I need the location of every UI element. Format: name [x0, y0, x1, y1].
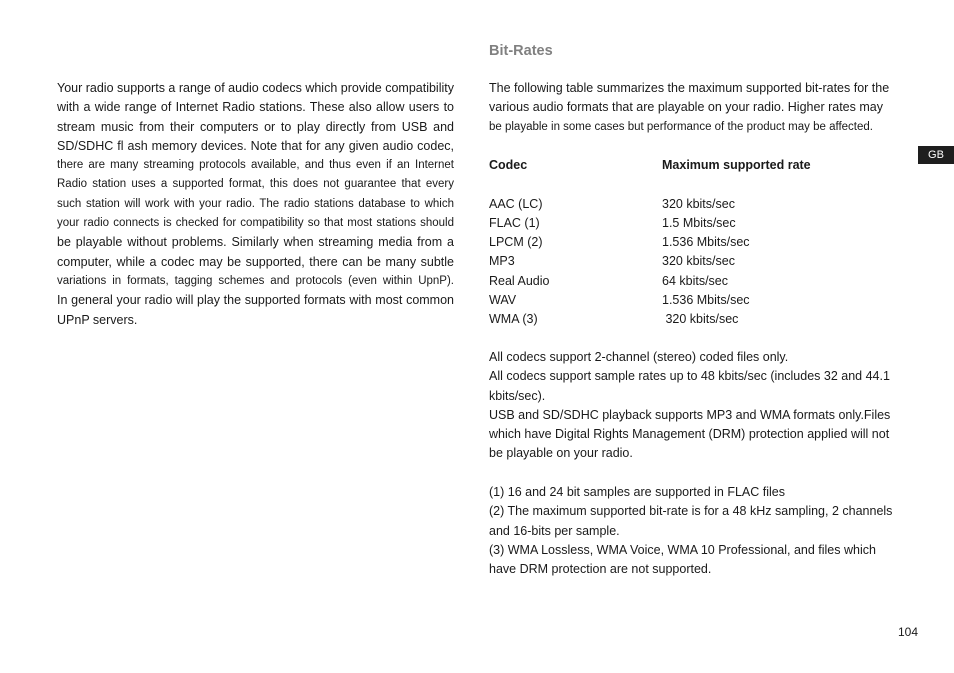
codec-cell: LPCM (2) — [489, 235, 543, 250]
codec-intro-paragraph — [57, 79, 454, 330]
footnote-line: (2) The maximum supported bit-rate is for a 48 kHz sampling, 2 channels — [489, 504, 893, 519]
text-line: with a wide range of Internet Radio stations. These also allow users to — [57, 100, 454, 115]
text-line: SD/SDHC fl ash memory devices. Note that for any given audio codec, — [57, 138, 454, 153]
table-footnotes — [489, 483, 899, 579]
rate-cell: 320 kbits/sec — [662, 312, 739, 327]
bit-rates-section — [489, 41, 899, 577]
text-line: UPnP servers. — [57, 312, 138, 327]
table-row — [489, 252, 899, 271]
text-line: there are many streaming protocols available, and thus even if an Internet — [57, 159, 454, 172]
rate-cell: 64 kbits/sec — [662, 273, 729, 288]
text-line: computer, while a codec may be supported, there can be many subtle — [57, 254, 454, 269]
codec-cell: WAV — [489, 293, 517, 308]
codec-cell: Real Audio — [489, 273, 550, 288]
text-line: be playable without problems. Similarly when streaming media from a — [57, 235, 454, 250]
codec-cell: AAC (LC) — [489, 196, 543, 211]
codec-cell: WMA (3) — [489, 312, 538, 327]
rate-cell: 320 kbits/sec — [662, 254, 735, 269]
rate-cell: 1.536 Mbits/sec — [662, 293, 750, 308]
column-header-rate: Maximum supported rate — [662, 158, 811, 172]
text-line: In general your radio will play the supported formats with most common — [57, 293, 454, 308]
table-row — [489, 291, 899, 310]
bit-rate-table — [489, 156, 899, 330]
rate-cell: 1.5 Mbits/sec — [662, 215, 736, 230]
table-row — [489, 195, 899, 214]
text-line: kbits/sec). — [489, 388, 546, 403]
text-line: be playable on your radio. — [489, 446, 633, 461]
table-row — [489, 233, 899, 252]
text-line: Your radio supports a range of audio codecs which provide compatibility — [57, 81, 454, 95]
text-line: variations in formats, tagging schemes and protocols (even within UpnP). — [57, 274, 454, 287]
codec-notes — [489, 348, 899, 464]
codec-cell: FLAC (1) — [489, 215, 540, 230]
language-tab: GB — [918, 146, 954, 164]
text-line: USB and SD/SDHC playback supports MP3 and WMA formats only.Files — [489, 407, 891, 422]
text-line: various audio formats that are playable on your radio. Higher rates may — [489, 100, 883, 115]
footnote-line: have DRM protection are not supported. — [489, 562, 712, 577]
text-line: The following table summarizes the maximum supported bit-rates for the — [489, 81, 890, 95]
table-row — [489, 272, 899, 291]
codec-cell: MP3 — [489, 254, 515, 269]
table-row — [489, 310, 899, 329]
rate-cell: 1.536 Mbits/sec — [662, 235, 750, 250]
text-line: stream music from their computers or to play directly from USB and — [57, 119, 454, 134]
text-line: your radio connects is checked for compatibility so that most stations should — [57, 217, 454, 230]
text-line: All codecs support sample rates up to 48 kbits/sec (includes 32 and 44.1 — [489, 369, 890, 384]
footnote-line: (3) WMA Lossless, WMA Voice, WMA 10 Professional, and files which — [489, 542, 876, 557]
footnote-line: and 16-bits per sample. — [489, 523, 620, 538]
table-row — [489, 214, 899, 233]
text-line: such station will work with your radio. The radio stations database to which — [57, 197, 454, 210]
text-line: All codecs support 2-channel (stereo) coded files only. — [489, 350, 789, 364]
bit-rates-intro — [489, 79, 899, 137]
table-header-row — [489, 156, 899, 175]
section-heading: Bit-Rates — [489, 43, 553, 59]
page-number: 104 — [897, 625, 918, 639]
text-line: which have Digital Rights Management (DRM) protection applied will not — [489, 427, 890, 442]
rate-cell: 320 kbits/sec — [662, 196, 735, 211]
text-line: Radio station uses a supported format, this does not guarantee that every — [57, 178, 454, 191]
text-line: be playable in some cases but performance of the product may be affected. — [489, 120, 873, 133]
column-header-codec: Codec — [489, 158, 528, 172]
footnote-line: (1) 16 and 24 bit samples are supported in FLAC files — [489, 485, 785, 499]
